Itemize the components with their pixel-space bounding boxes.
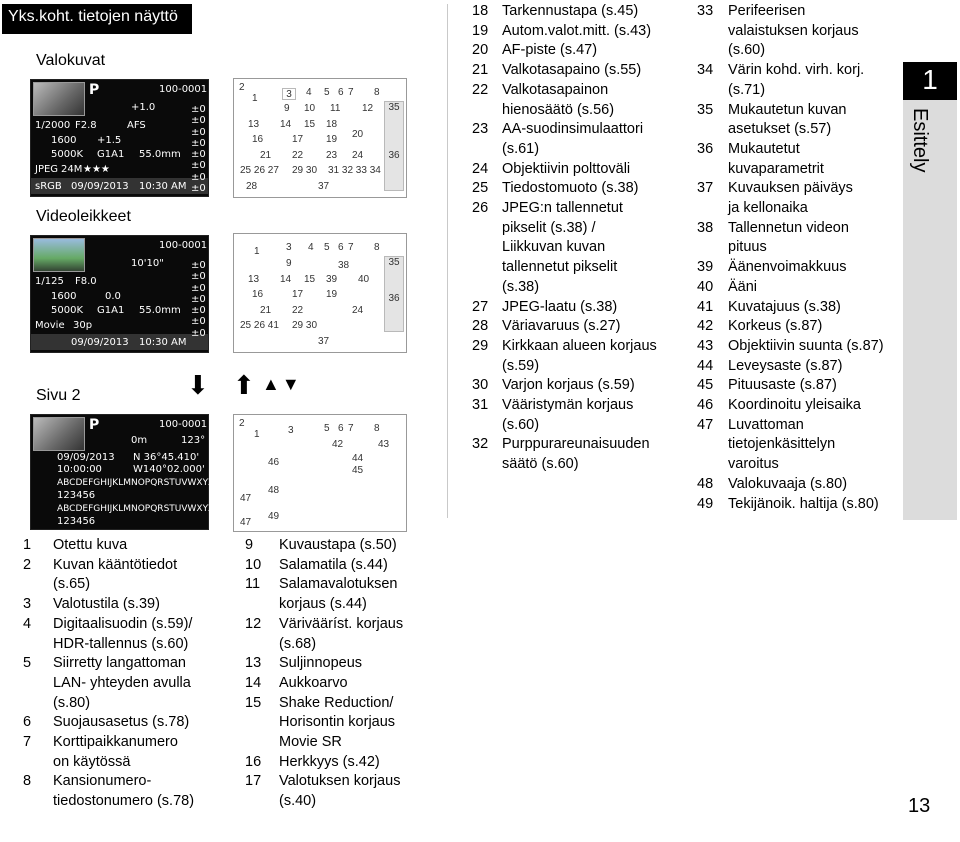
focal-length: 55.0mm [139,305,181,316]
legend-item: 12 Värivääríst. korjaus (s.68) [245,615,404,652]
exposure-comp: 0.0 [105,291,121,302]
legend-right-2 [697,2,902,514]
shutter-speed: 1/125 [35,276,64,287]
folder-file-number: 100-0001 [159,240,208,251]
legend-item: 30 Varjon korjaus (s.59) [472,377,635,394]
legend-item: 8 Kansionumero- tiedostonumero (s.78) [23,773,195,810]
iso: 1600 [51,291,77,302]
shot-time: 10:30 AM [139,181,187,192]
legend-item: 6 Suojausasetus (s.78) [23,714,190,731]
legend-item: 11 Salamavalotuksen korjaus (s.44) [245,576,398,613]
page2-info-screen [30,414,215,530]
arrow-down-icon: ⬇ [187,370,209,400]
legend-item: 21 Valkotasapaino (s.55) [472,62,642,79]
thumbnail-image [33,82,85,116]
jpeg-size: 24M [61,164,83,175]
legend-item: 29 Kirkkaan alueen korjaus (s.59) [472,337,657,374]
legend-item: 7 Korttipaikkanumero on käytössä [23,734,178,770]
legend-middle [245,536,445,812]
section-videos: Videoleikkeet [36,208,131,225]
aperture: F2.8 [75,120,97,131]
video-layout-diagram: 1 3 4 5 6 7 8 9 38 35 36 13 14 15 39 40 16 17 19 21 22 24 25 26 41 29 30 37 [233,233,407,353]
focus-mode: AFS [127,120,146,131]
legend-item: 5 Siirretty langattoman LAN- yhteyden avulla (s.80) [23,655,191,711]
lens-direction: 123° [181,435,206,446]
file-format: Movie [35,320,65,331]
folder-file-number: 100-0001 [159,419,208,430]
flash-comp: +1.0 [131,102,156,113]
page-number: 13 [908,795,931,817]
divider [447,4,448,518]
wb-fine: G1A1 [97,305,125,316]
legend-item: 23 AA-suodinsimulaattori (s.61) [472,121,644,157]
chapter-tab [903,62,957,100]
legend-item: 25 Tiedostomuoto (s.38) [472,180,639,197]
legend-item: 2 Kuvan kääntötiedot (s.65) [23,556,178,593]
iso: 1600 [51,135,77,146]
legend-right-1 [472,2,692,475]
shot-date: 09/09/2013 [71,181,129,192]
color-space: sRGB [35,181,62,192]
param-column: ±0 ±0 ±0 ±0 ±0 ±0 ±0 ±0 [191,104,206,195]
legend-item: 39 Äänenvoimakkuus [697,259,847,276]
shot-date: 09/09/2013 [71,337,129,348]
legend-item: 37 Kuvauksen päiväys ja kellonaika [697,180,853,217]
thumbnail-image [33,417,85,451]
legend-item: 3 Valotustila (s.39) [23,596,160,613]
exposure-mode: P [89,417,100,433]
latitude: N 36°45.410' [133,452,200,463]
legend-item: 43 Objektiivin suunta (s.87) [697,337,884,354]
legend-item: 41 Kuvatajuus (s.38) [697,298,841,315]
legend-item: 28 Väriavaruus (s.27) [472,318,621,335]
legend-item: 45 Pituusaste (s.87) [697,377,837,394]
exposure-mode: P [89,82,100,98]
frame-rate: 30p [73,320,93,331]
legend-item: 24 Objektiivin polttoväli [472,160,631,177]
legend-item: 47 Luvattoman tietojenkäsittelyn varoitus [697,416,836,473]
chapter-title: Esittely [909,108,931,173]
photographer: ABCDEFGHIJKLMNOPQRSTUVWXYZ [57,478,215,488]
legend-item: 42 Korkeus (s.87) [697,318,823,335]
legend-item: 31 Vääristymän korjaus (s.60) [472,397,634,433]
legend-item: 20 AF-piste (s.47) [472,42,598,59]
copyright-holder: ABCDEFGHIJKLMNOPQRSTUVWXYZ [57,504,215,514]
legend-item: 34 Värin kohd. virh. korj. (s.71) [697,62,865,98]
legend-item: 19 Autom.valot.mitt. (s.43) [472,22,652,39]
legend-item: 13 Suljinnopeus [245,655,363,672]
legend-item: 46 Koordinoitu yleisaika [697,397,861,414]
folder-file-number: 100-0001 [159,84,208,95]
legend-item: 38 Tallennetun videon pituus [697,219,849,256]
legend-item: 22 Valkotasapainon hienosäätö (s.56) [472,81,615,118]
focal-length: 55.0mm [139,149,181,160]
wb-fine: G1A1 [97,149,125,160]
wb-kelvin: 5000K [51,305,84,316]
legend-item: 10 Salamatila (s.44) [245,556,388,573]
legend-item: 44 Leveysaste (s.87) [697,357,843,374]
legend-item: 36 Mukautetut kuvaparametrit [697,140,824,177]
shutter-speed: 1/2000 [35,120,71,131]
utc-date: 09/09/2013 [57,452,115,463]
legend-item: 9 Kuvaustapa (s.50) [245,537,397,553]
legend-item: 40 Ääni [697,278,758,295]
legend-item: 14 Aukkoarvo [245,674,348,691]
updown-arrows-icon: ▲▼ [262,374,302,394]
legend-item: 1 Otettu kuva [23,537,128,553]
legend-item: 4 Digitaalisuodin (s.59)/ HDR-tallennus (s.60) [23,615,193,652]
header-title: Yks.koht. tietojen näyttö [8,8,178,25]
legend-item: 26 JPEG:n tallennetut pikselit (s.38) / Liikkuvan kuvan tallennetut pikselit (s.38) [472,200,623,295]
param-column: ±0 ±0 ±0 ±0 ±0 ±0 ±0 [191,260,206,339]
photographer-id: 123456 [57,490,96,501]
chapter-tab-title [903,100,957,520]
copyright-id: 123456 [57,516,96,527]
video-info-screen [30,235,209,353]
chapter-number: 1 [922,64,938,95]
legend-item: 17 Valotuksen korjaus (s.40) [245,773,401,810]
legend-item: 49 Tekijänoik. haltija (s.80) [697,495,879,512]
legend-item: 18 Tarkennustapa (s.45) [472,3,639,19]
legend-item: 48 Valokuvaaja (s.80) [697,475,848,492]
legend-item: 16 Herkkyys (s.42) [245,753,380,770]
video-length: 10'10" [131,258,164,269]
legend-item: 32 Purppurareunaisuuden säätö (s.60) [472,436,650,473]
section-page2: Sivu 2 [36,387,81,404]
section-photos: Valokuvat [36,52,106,69]
utc-time: 10:00:00 [57,464,102,475]
arrow-up-icon: ⬆ [233,370,255,400]
wb-kelvin: 5000K [51,149,84,160]
photo-layout-diagram: 2 1 3 4 5 6 7 8 35 36 9 10 11 12 13 14 15 18 20 16 17 19 21 22 23 24 25 26 27 29 30 31 32 33 34 28 37 [233,78,407,198]
legend-left [23,536,228,812]
aperture: F8.0 [75,276,97,287]
thumbnail-image [33,238,85,272]
file-format: JPEG [35,164,59,175]
legend-item: 35 Mukautetun kuvan asetukset (s.57) [697,101,847,138]
legend-item: 27 JPEG-laatu (s.38) [472,298,618,315]
page2-layout-diagram: 2 1 3 5 6 7 8 42 43 46 44 45 47 48 47 49 [233,414,407,532]
photo-info-screen [30,79,209,197]
legend-item: 15 Shake Reduction/ Horisontin korjaus Movie SR [245,694,396,751]
altitude: 0m [131,435,148,446]
legend-item: 33 Perifeerisen valaistuksen korjaus (s.60) [697,3,859,59]
exposure-comp: +1.5 [97,135,122,146]
longitude: W140°02.000' [133,464,205,475]
page-header [2,4,192,34]
jpeg-quality: ★★★ [83,164,110,175]
shot-time: 10:30 AM [139,337,187,348]
